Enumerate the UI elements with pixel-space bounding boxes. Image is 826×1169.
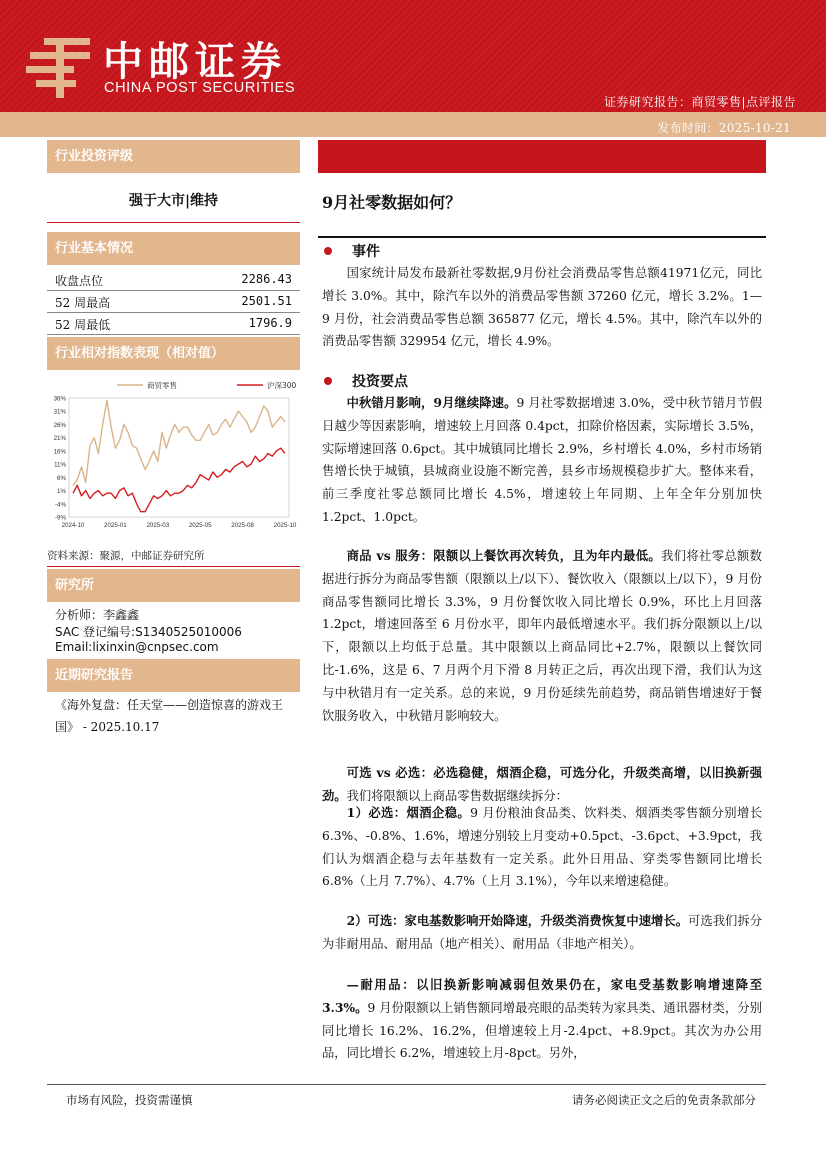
point-paragraph-5 — [322, 910, 762, 956]
analyst-name: 分析师：李鑫鑫 — [55, 608, 140, 622]
y-tick-label: -9% — [54, 514, 66, 522]
relative-index-chart — [47, 370, 297, 535]
point-paragraph-2 — [322, 545, 762, 727]
divider — [47, 312, 300, 313]
point-lead: 2）可选：家电基数影响开始降速，升级类消费恢复中速增长。 — [346, 913, 689, 928]
point-lead: 商品 vs 服务：限额以上餐饮再次转负，且为年内最低。 — [346, 548, 662, 563]
section-points-head — [324, 371, 408, 391]
point-paragraph-4 — [322, 802, 762, 893]
y-tick-label: 11% — [54, 461, 66, 469]
divider — [47, 334, 300, 335]
risk-disclaimer: 市场有风险，投资需谨慎 — [66, 1093, 193, 1107]
publish-date: 发布时间：2025-10-21 — [657, 121, 791, 135]
footer-divider — [47, 1084, 766, 1085]
basics-label: 收盘点位 — [55, 274, 104, 288]
point-text: 9 月份限额以上销售额同增最亮眼的品类转为家具类、通讯器材类，分别同比增长 16.2%、16.2%，但增速较上月-2.4pct、+8.9pct。其次为办公用品，同比增长 6.2%，增速较上月-8pct。另外， — [322, 1000, 763, 1061]
industry-rating: 强于大市|维持 — [128, 193, 219, 209]
company-name-cn: 中邮证券 — [103, 39, 287, 85]
y-tick-label: 6% — [57, 474, 66, 482]
point-lead: —耐用品：以旧换新影响减弱但效果仍在，家电受基数影响增速降至 3.3%。 — [322, 977, 762, 1015]
series-line-2 — [73, 448, 285, 512]
basics-value: 2501.51 — [241, 294, 292, 308]
basics-label: 52 周最低 — [55, 318, 111, 332]
point-lead: 1）必选：烟酒企稳。 — [346, 805, 471, 820]
y-tick-label: 36% — [53, 395, 66, 403]
legend-label: 商贸零售 — [147, 381, 177, 390]
divider — [47, 290, 300, 291]
title-divider — [318, 236, 766, 238]
y-tick-label: 21% — [53, 435, 66, 443]
point-paragraph-3 — [322, 762, 762, 808]
analyst-email[interactable]: Email:lixinxin@cnpsec.com — [55, 640, 219, 654]
point-text: 可选我们拆分为非耐用品、耐用品（地产相关）、耐用品（非地产相关）。 — [322, 914, 762, 951]
basics-label: 52 周最高 — [55, 296, 111, 310]
x-tick-label: 2025-08 — [231, 522, 254, 529]
section-event-head — [324, 241, 380, 261]
event-paragraph: 国家统计局发布最新社零数据,9月份社会消费品零售总额41971亿元，同比增长 3.0%。其中，除汽车以外的消费品零售额 37260 亿元，增长 3.2%。1—9 月份，社会消费品零售总额 365877 亿元，增长 4.5%。其中，除汽车以外的消费品零售额 329954 亿元，增长 4.9%。 — [322, 266, 762, 349]
point-text: 9 月份粮油食品类、饮料类、烟酒类零售额分别增长 6.3%、-0.8%、1.6%，增速分别较上月变动+0.5pct、-3.6pct、+3.9pct，我们认为烟酒企稳与去年基数有一定关系。此外日用品、穿类零售额同比增长 6.8%（上月 7.7%）、4.7%（上月 3.1%），今年以来增速稳健。 — [322, 806, 762, 889]
y-tick-label: -4% — [54, 501, 66, 509]
recent-report-link[interactable]: 《海外复盘：任天堂——创造惊喜的游戏王国》 - 2025.10.17 — [55, 698, 284, 734]
point-lead: 可选 vs 必选：必选稳健，烟酒企稳，可选分化，升级类高增，以旧换新强劲。 — [322, 765, 762, 803]
divider — [47, 566, 300, 567]
bullet-dot-icon — [324, 247, 332, 255]
recent-reports-head: 近期研究报告 — [47, 659, 300, 692]
legend-label: 沪深300 — [267, 381, 297, 390]
x-tick-label: 2025-10 — [273, 522, 297, 529]
bullet-dot-icon — [324, 377, 332, 385]
y-tick-label: 1% — [57, 488, 66, 496]
point-paragraph-6 — [322, 974, 762, 1065]
company-name-en: CHINA POST SECURITIES — [104, 80, 296, 96]
point-text: 我们将限额以上商品零售数据继续拆分： — [346, 788, 568, 803]
point-text: 我们将社零总额数据进行拆分为商品零售额（限额以上/以下）、餐饮收入（限额以上/以下），9 月份商品零售额同比增长 3.3%，9 月份餐饮收入同比增长 0.9%，环比上月回落 1.2pct，增速回落至 6 月份水平，即年内最低增速水平。我们拆分限额以上/以下，限额以上均低于总量。其中限额以上商品同比+2.7%，限额以上餐饮同比-1.6%，这是 6、7 月两个月下滑 8 月转正之后，再次出现下滑，我们认为这与中秋错月有一定关系。总的来说，9 月份延续先前趋势，商品销售增速好于餐饮服务收入，中秋错月影响较大。 — [322, 549, 762, 723]
basics-value: 2286.43 — [241, 272, 292, 286]
research-section-head: 研究所 — [47, 569, 300, 602]
legal-notice: 请务必阅读正文之后的免责条款部分 — [572, 1093, 756, 1107]
report-type: 证券研究报告：商贸零售|点评报告 — [603, 95, 796, 109]
y-tick-label: 26% — [53, 421, 66, 429]
x-tick-label: 2024-10 — [61, 522, 85, 529]
section-title: 投资要点 — [352, 374, 408, 390]
sac-number: SAC 登记编号:S1340525010006 — [55, 625, 242, 639]
basics-row — [55, 272, 292, 289]
basics-section-head: 行业基本情况 — [47, 232, 300, 265]
title-banner-bar — [318, 140, 766, 173]
report-title: 9月社零数据如何？ — [322, 193, 462, 212]
china-post-logo-icon — [26, 38, 94, 98]
y-tick-label: 16% — [53, 448, 66, 456]
point-text: 9 月社零数据增速 3.0%，受中秋节错月节假日越少等因素影响，增速较上月回落 0.4pct，扣除价格因素，实际增长 3.5%，实际增速回落 0.6pct。其中城镇同比增长 2.9%，乡村增长 4.0%，乡村市场销售增长快于城镇，县城商业设施不断完善，县乡市场规模稳步扩大。整体来看，前三季度社零总额同比增长 4.5%，增速较上年同期、上年全年分别加快 1.2pct、1.0pct。 — [322, 396, 762, 524]
basics-row — [55, 294, 292, 311]
x-tick-label: 2025-05 — [188, 522, 212, 529]
basics-row — [55, 316, 292, 333]
x-tick-label: 2025-01 — [104, 522, 127, 529]
performance-section-head: 行业相对指数表现（相对值） — [47, 337, 300, 370]
point-lead: 中秋错月影响，9月继续降速。 — [346, 395, 517, 410]
y-tick-label: 31% — [53, 408, 66, 416]
divider — [47, 222, 300, 223]
x-tick-label: 2025-03 — [146, 522, 170, 529]
section-title: 事件 — [352, 244, 380, 260]
report-header — [0, 0, 826, 137]
basics-value: 1796.9 — [248, 316, 292, 330]
point-paragraph-1 — [322, 392, 762, 529]
series-line-1 — [73, 401, 285, 486]
rating-section-head: 行业投资评级 — [47, 140, 300, 173]
chart-source: 资料来源：聚源，中邮证券研究所 — [47, 550, 205, 562]
